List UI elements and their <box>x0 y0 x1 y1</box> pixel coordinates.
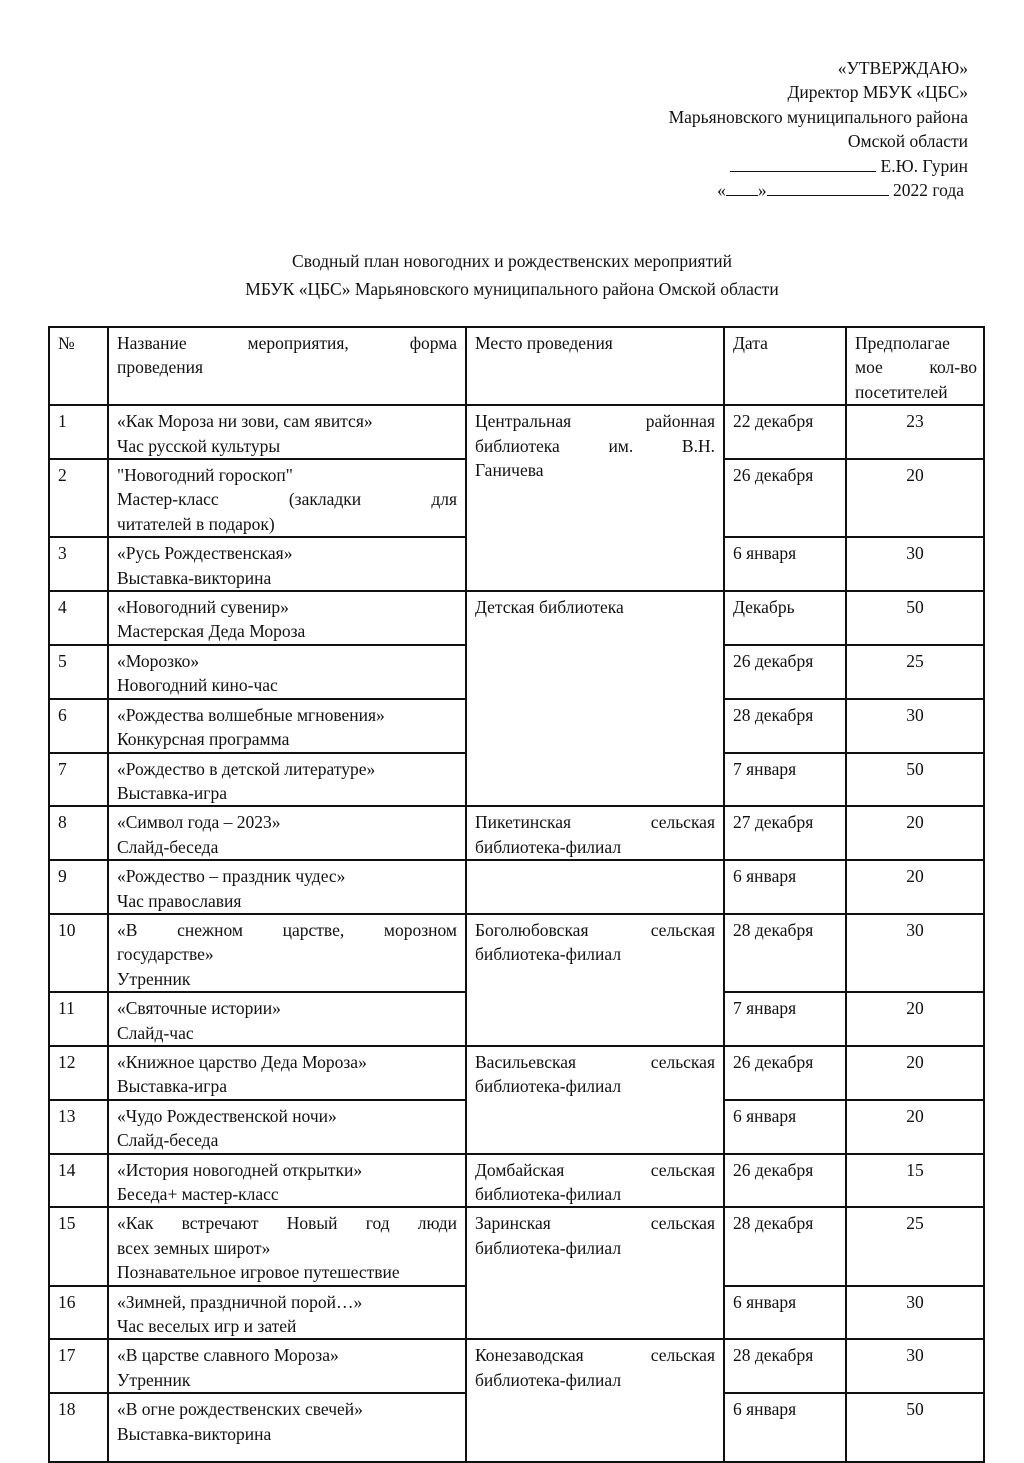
table-row: 1 «Как Мороза ни зови, сам явится» Час русской культуры Центральная районная библиотека им. В.Н. Ганичева 22 декабря 23 <box>49 405 984 459</box>
title-line-2: МБУК «ЦБС» Марьяновского муниципального района Омской области <box>245 279 779 299</box>
count-cell: 30 <box>846 914 984 992</box>
place-cell: Центральная районная библиотека им. В.Н. Ганичева <box>466 405 724 591</box>
approval-heading: «УТВЕРЖДАЮ» <box>837 58 968 78</box>
header-date: Дата <box>724 327 846 405</box>
date-cell: 28 декабря <box>724 1339 846 1393</box>
event-cell: «Чудо Рождественской ночи» Слайд-беседа <box>108 1100 466 1154</box>
place-cell-empty <box>466 860 724 914</box>
event-cell: «Святочные истории» Слайд-час <box>108 992 466 1046</box>
date-cell: 27 декабря <box>724 806 846 860</box>
event-cell: «Как Мороза ни зови, сам явится» Час русской культуры <box>108 405 466 459</box>
table-row: 8 «Символ года – 2023» Слайд-беседа Пикетинская сельская библиотека-филиал 27 декабря 20 <box>49 806 984 860</box>
date-cell: 6 января <box>724 1100 846 1154</box>
date-cell: 26 декабря <box>724 645 846 699</box>
approval-date-line: « » 2022 года <box>717 180 964 201</box>
approval-region: Омской области <box>847 131 968 152</box>
place-cell: Заринская сельская библиотека-филиал <box>466 1207 724 1339</box>
document-title <box>0 247 1024 303</box>
table-row: 10 «В снежном царстве, морозном государстве» Утренник Боголюбовская сельская библиотека-филиал 28 декабря 30 <box>49 914 984 992</box>
event-cell: «Книжное царство Деда Мороза» Выставка-игра <box>108 1046 466 1100</box>
count-cell: 20 <box>846 806 984 860</box>
event-cell: «В снежном царстве, морозном государстве» Утренник <box>108 914 466 992</box>
count-cell: 30 <box>846 1286 984 1340</box>
place-cell: Детская библиотека <box>466 591 724 806</box>
event-cell: «Рождество в детской литературе» Выставка-игра <box>108 753 466 807</box>
event-cell: «Символ года – 2023» Слайд-беседа <box>108 806 466 860</box>
signature-name: Е.Ю. Гурин <box>880 155 968 176</box>
count-cell: 50 <box>846 1393 984 1462</box>
date-cell: Декабрь <box>724 591 846 645</box>
date-cell: 7 января <box>724 992 846 1046</box>
count-cell: 20 <box>846 459 984 537</box>
event-cell: «Русь Рождественская» Выставка-викторина <box>108 537 466 591</box>
count-cell: 50 <box>846 753 984 807</box>
title-line-1: Сводный план новогодних и рождественских мероприятий <box>292 251 732 271</box>
count-cell: 25 <box>846 645 984 699</box>
date-cell: 6 января <box>724 537 846 591</box>
table-row: 12 «Книжное царство Деда Мороза» Выставка-игра Васильевская сельская библиотека-филиал 26 декабря 20 <box>49 1046 984 1100</box>
date-year: 2022 года <box>892 180 964 201</box>
header-count: Предполагае мое кол-во посетителей <box>846 327 984 405</box>
header-num: № <box>49 327 108 405</box>
count-cell: 30 <box>846 1339 984 1393</box>
header-name: Название мероприятия, форма проведения <box>108 327 466 405</box>
approval-block <box>669 56 968 202</box>
count-cell: 30 <box>846 699 984 753</box>
count-cell: 15 <box>846 1154 984 1208</box>
date-cell: 28 декабря <box>724 1207 846 1285</box>
event-cell: "Новогодний гороскоп" Мастер-класс (закладки для читателей в подарок) <box>108 459 466 537</box>
event-cell: «В царстве славного Мороза» Утренник <box>108 1339 466 1393</box>
event-cell: «В огне рождественских свечей» Выставка-викторина <box>108 1393 466 1462</box>
date-cell: 6 января <box>724 860 846 914</box>
count-cell: 20 <box>846 860 984 914</box>
date-cell: 28 декабря <box>724 914 846 992</box>
table-row: 17 «В царстве славного Мороза» Утренник Конезаводская сельская библиотека-филиал 28 декабря 30 <box>49 1339 984 1393</box>
place-cell: Конезаводская сельская библиотека-филиал <box>466 1339 724 1462</box>
table-row: 6 «Рождества волшебные мгновения» Конкурсная программа 28 декабря 30 <box>49 699 984 753</box>
event-cell: «История новогодней открытки» Беседа+ мастер-класс <box>108 1154 466 1208</box>
table-row: 2 "Новогодний гороскоп" Мастер-класс (закладки для читателей в подарок) 26 декабря 20 <box>49 459 984 537</box>
place-cell: Боголюбовская сельская библиотека-филиал <box>466 914 724 1046</box>
date-cell: 7 января <box>724 753 846 807</box>
table-row: 9 «Рождество – праздник чудес» Час православия 6 января 20 <box>49 860 984 914</box>
table-row: 5 «Морозко» Новогодний кино-час 26 декабря 25 <box>49 645 984 699</box>
table-row: 16 «Зимней, праздничной порой…» Час веселых игр и затей 6 января 30 <box>49 1286 984 1340</box>
table-row: 14 «История новогодней открытки» Беседа+ мастер-класс Домбайская сельская библиотека-филиал 26 декабря 15 <box>49 1154 984 1208</box>
date-cell: 22 декабря <box>724 405 846 459</box>
approval-position: Директор МБУК «ЦБС» <box>787 82 968 103</box>
count-cell: 50 <box>846 591 984 645</box>
date-cell: 26 декабря <box>724 1154 846 1208</box>
count-cell: 20 <box>846 1046 984 1100</box>
table-row: 3 «Русь Рождественская» Выставка-викторина 6 января 30 <box>49 537 984 591</box>
approval-district: Марьяновского муниципального района <box>668 106 968 127</box>
event-cell: «Зимней, праздничной порой…» Час веселых игр и затей <box>108 1286 466 1340</box>
date-cell: 26 декабря <box>724 1046 846 1100</box>
date-cell: 26 декабря <box>724 459 846 537</box>
header-place: Место проведения <box>466 327 724 405</box>
place-cell: Домбайская сельская библиотека-филиал <box>466 1154 724 1208</box>
date-month-blank <box>767 180 889 196</box>
event-cell: «Новогодний сувенир» Мастерская Деда Мороза <box>108 591 466 645</box>
table-row: 18 «В огне рождественских свечей» Выставка-викторина 6 января 50 <box>49 1393 984 1462</box>
table-row: 11 «Святочные истории» Слайд-час 7 января 20 <box>49 992 984 1046</box>
table-row: 15 «Как встречают Новый год люди всех земных широт» Познавательное игровое путешествие Заринская сельская библиотека-филиал 28 декабря 25 <box>49 1207 984 1285</box>
event-cell: «Морозко» Новогодний кино-час <box>108 645 466 699</box>
count-cell: 23 <box>846 405 984 459</box>
count-cell: 30 <box>846 537 984 591</box>
date-day-blank <box>726 180 758 196</box>
date-cell: 28 декабря <box>724 699 846 753</box>
count-cell: 20 <box>846 1100 984 1154</box>
events-table <box>48 326 985 1463</box>
approval-signature-line <box>669 154 968 178</box>
place-cell: Пикетинская сельская библиотека-филиал <box>466 806 724 860</box>
date-cell: 6 января <box>724 1393 846 1462</box>
table-row: 7 «Рождество в детской литературе» Выставка-игра 7 января 50 <box>49 753 984 807</box>
table-header-row <box>49 327 984 405</box>
count-cell: 20 <box>846 992 984 1046</box>
event-cell: «Рождество – праздник чудес» Час православия <box>108 860 466 914</box>
signature-blank <box>730 156 876 172</box>
date-cell: 6 января <box>724 1286 846 1340</box>
table-row: 4 «Новогодний сувенир» Мастерская Деда Мороза Детская библиотека Декабрь 50 <box>49 591 984 645</box>
count-cell: 25 <box>846 1207 984 1285</box>
event-cell: «Рождества волшебные мгновения» Конкурсная программа <box>108 699 466 753</box>
event-cell: «Как встречают Новый год люди всех земных широт» Познавательное игровое путешествие <box>108 1207 466 1285</box>
table-row: 13 «Чудо Рождественской ночи» Слайд-беседа 6 января 20 <box>49 1100 984 1154</box>
place-cell: Васильевская сельская библиотека-филиал <box>466 1046 724 1154</box>
